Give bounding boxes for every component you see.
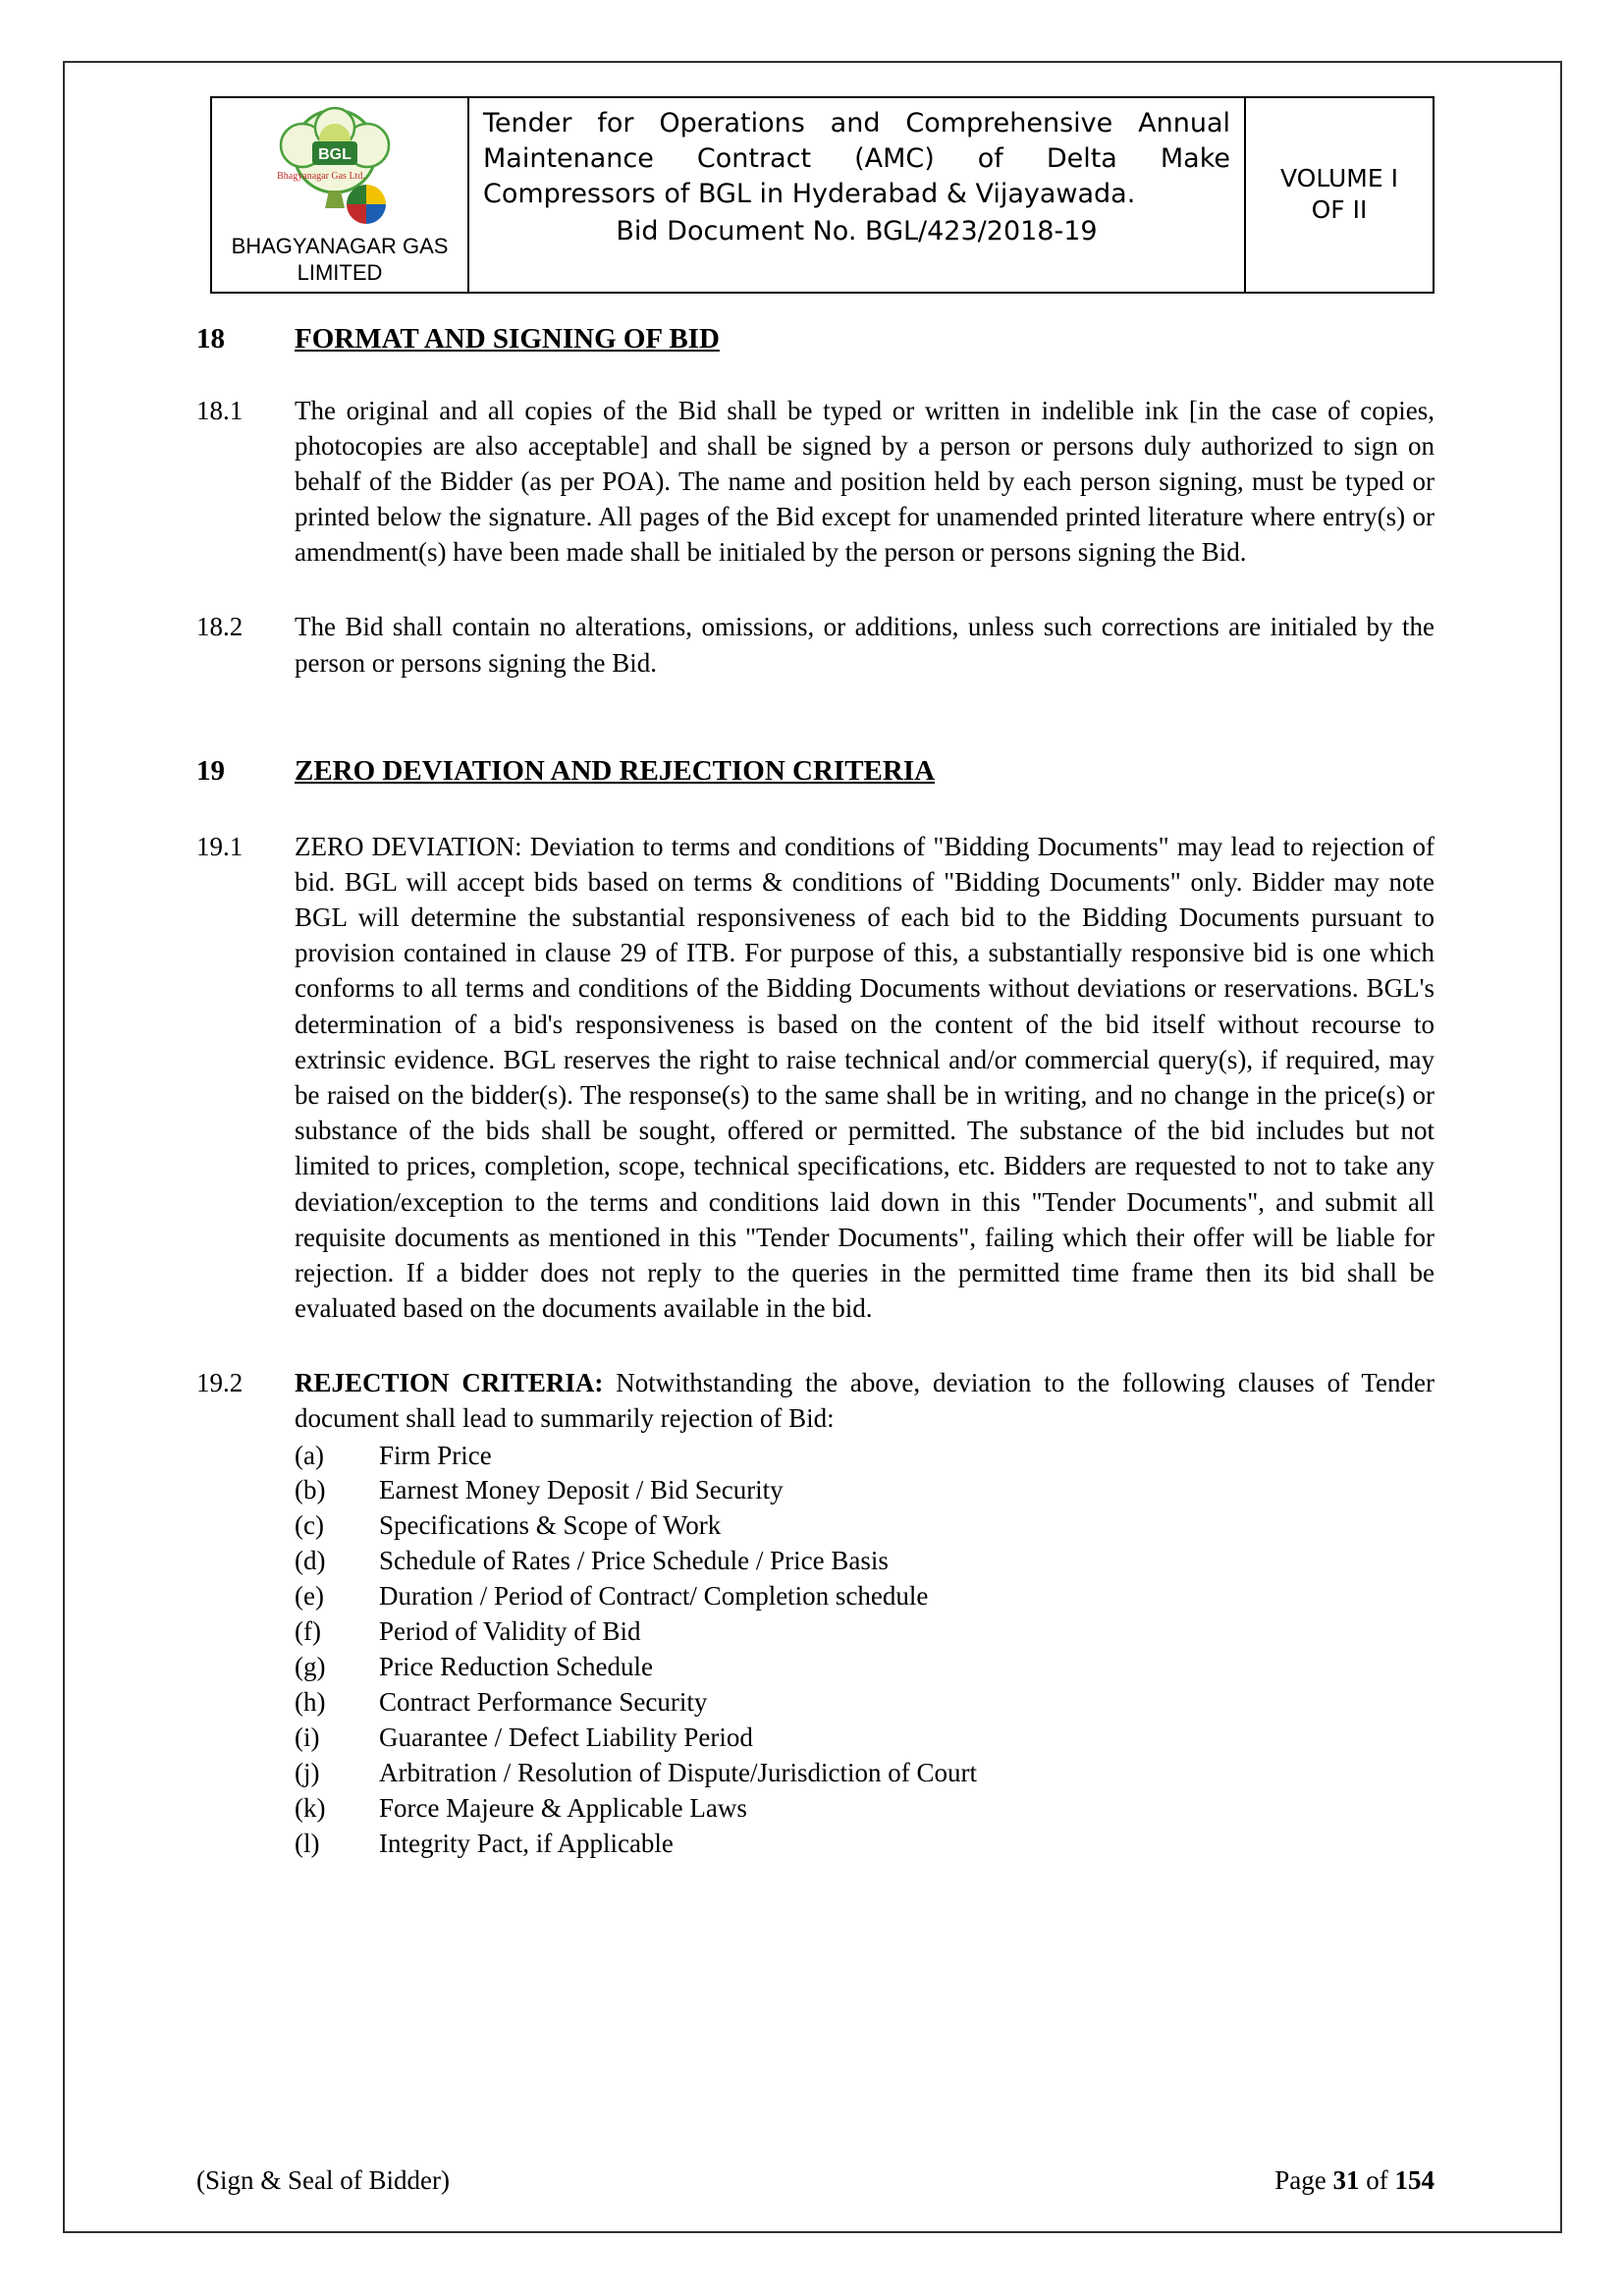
list-item-text: Contract Performance Security — [379, 1686, 708, 1717]
list-item — [295, 1439, 1435, 1474]
list-item — [295, 1791, 1435, 1827]
section-19-title: ZERO DEVIATION AND REJECTION CRITERIA — [295, 754, 936, 787]
volume-cell — [1246, 98, 1433, 292]
section-18-number: 18 — [196, 322, 225, 355]
section-19-heading — [196, 755, 1435, 788]
list-item — [295, 1473, 1435, 1508]
list-item — [295, 1544, 1435, 1579]
page-footer — [196, 2165, 1435, 2196]
volume-line2: OF II — [1311, 195, 1368, 225]
section-18-heading — [196, 323, 1435, 355]
paragraph-18-2-text: The Bid shall contain no alterations, omissions, or additions, unless such corrections are initialed by the person or persons signing the Bid. — [295, 612, 1435, 678]
paragraph-18-2 — [196, 609, 1435, 680]
list-item-text: Period of Validity of Bid — [379, 1616, 641, 1647]
bid-document-number: Bid Document No. BGL/423/2018-19 — [616, 215, 1098, 246]
list-item-text: Earnest Money Deposit / Bid Security — [379, 1475, 784, 1505]
rejection-criteria-body: Notwithstanding the above, deviation to the following clauses of Tender document shall lead to summarily rejection of Bid: — [295, 1368, 1435, 1434]
list-item-text: Schedule of Rates / Price Schedule / Price Basis — [379, 1546, 889, 1576]
paragraph-19-1-text: ZERO DEVIATION: Deviation to terms and conditions of "Bidding Documents" may lead to rejection of bid. BGL will accept bids based on terms & conditions of "Bidding Documents" only. Bidder may note BGL will determine the substantial responsiveness of each bid to the Bidding Documents pursuant to provision contained in clause 29 of ITB. For purpose of this, a substantially responsive bid is one which conforms to all terms and conditions of the Bidding Documents without deviations or reservations. BGL's determination of a bid's responsiveness is based on the content of the bid itself without recourse to extrinsic evidence. BGL reserves the right to raise technical and/or commercial query(s), if required, may be raised on the bidder(s). The response(s) to the same shall be in writing, and no change in the price(s) or substance of the bids shall be sought, offered or permitted. The substance of the bid includes but not limited to prices, completion, scope, technical specifications, etc. Bidders are requested to not to take any deviation/exception to the terms and conditions laid down in this "Tender Documents", and submit all requisite documents as mentioned in this "Tender Documents", failing which their offer will be liable for rejection. If a bidder does not reply to the queries in the permitted time frame then its bid shall be evaluated based on the documents available in the bid. — [295, 831, 1435, 1324]
org-name-line1: BHAGYANAGAR GAS — [231, 234, 449, 258]
header-table — [210, 96, 1435, 294]
list-item — [295, 1508, 1435, 1544]
list-item-text: Duration / Period of Contract/ Completion schedule — [379, 1581, 929, 1612]
list-item — [295, 1756, 1435, 1791]
list-item-text: Arbitration / Resolution of Dispute/Jurisdiction of Court — [379, 1757, 977, 1787]
list-item-label: (f) — [295, 1616, 321, 1647]
list-item-text: Force Majeure & Applicable Laws — [379, 1792, 747, 1823]
list-item — [295, 1579, 1435, 1614]
list-item-label: (a) — [295, 1440, 324, 1470]
page-number-indicator — [1274, 2165, 1435, 2196]
page-number: 31 — [1332, 2165, 1360, 2195]
logo-cell — [212, 98, 469, 292]
page-total: 154 — [1394, 2165, 1435, 2195]
list-item-label: (c) — [295, 1510, 324, 1541]
paragraph-19-2 — [196, 1365, 1435, 1861]
svg-text:BGL: BGL — [318, 146, 352, 163]
page-content — [63, 61, 1562, 2233]
list-item-text: Guarantee / Defect Liability Period — [379, 1722, 753, 1752]
list-item — [295, 1650, 1435, 1685]
list-item-label: (d) — [295, 1546, 326, 1576]
list-item — [295, 1614, 1435, 1650]
paragraph-18-1-text: The original and all copies of the Bid shall be typed or written in indelible ink [in the case of copies, photocopies are also acceptable] and shall be signed by a person or persons duly authorized to sign on behalf of the Bidder (as per POA). The name and position held by each person signing, must be typed or printed below the signature. All pages of the Bid except for unamended printed literature where entry(s) or amendment(s) have been made shall be initialed by the person or persons signing the Bid. — [295, 395, 1435, 568]
paragraph-18-1-number: 18.1 — [196, 395, 244, 425]
header-title-cell — [469, 98, 1246, 292]
sign-seal-note: (Sign & Seal of Bidder) — [196, 2165, 450, 2195]
list-item-label: (e) — [295, 1581, 324, 1612]
list-item-label: (i) — [295, 1722, 320, 1752]
tender-title: Tender for Operations and Comprehensive Annual Maintenance Contract (AMC) of Delta Make Compressors of BGL in Hyderabad & Vijayawada. — [483, 108, 1230, 209]
rejection-criteria-list — [295, 1439, 1435, 1862]
bgl-logo-icon — [256, 106, 423, 232]
logo-subtext-svg: Bhagyanagar Gas Ltd. — [277, 171, 365, 182]
list-item-text: Specifications & Scope of Work — [379, 1510, 722, 1541]
page-label: Page — [1274, 2165, 1326, 2195]
volume-line1: VOLUME I — [1279, 163, 1398, 192]
list-item-label: (k) — [295, 1792, 326, 1823]
paragraph-19-2-text — [295, 1365, 1435, 1436]
list-item-label: (h) — [295, 1686, 326, 1717]
paragraph-19-1-number: 19.1 — [196, 831, 244, 861]
list-item-label: (g) — [295, 1651, 326, 1681]
list-item-label: (b) — [295, 1475, 326, 1505]
paragraph-19-2-number: 19.2 — [196, 1368, 244, 1398]
paragraph-19-1 — [196, 829, 1435, 1326]
section-18-title: FORMAT AND SIGNING OF BID — [295, 322, 720, 355]
list-item-text: Integrity Pact, if Applicable — [379, 1828, 674, 1858]
list-item — [295, 1685, 1435, 1721]
list-item-text: Price Reduction Schedule — [379, 1651, 653, 1681]
list-item — [295, 1827, 1435, 1862]
rejection-criteria-lead: REJECTION CRITERIA: — [295, 1368, 604, 1398]
paragraph-18-2-number: 18.2 — [196, 612, 244, 642]
list-item-label: (j) — [295, 1757, 320, 1787]
paragraph-18-1 — [196, 393, 1435, 571]
org-name-line2: LIMITED — [297, 260, 383, 286]
of-label: of — [1366, 2165, 1388, 2195]
list-item-text: Firm Price — [379, 1440, 492, 1470]
list-item-label: (l) — [295, 1828, 320, 1858]
section-19-number: 19 — [196, 754, 225, 787]
list-item — [295, 1721, 1435, 1756]
